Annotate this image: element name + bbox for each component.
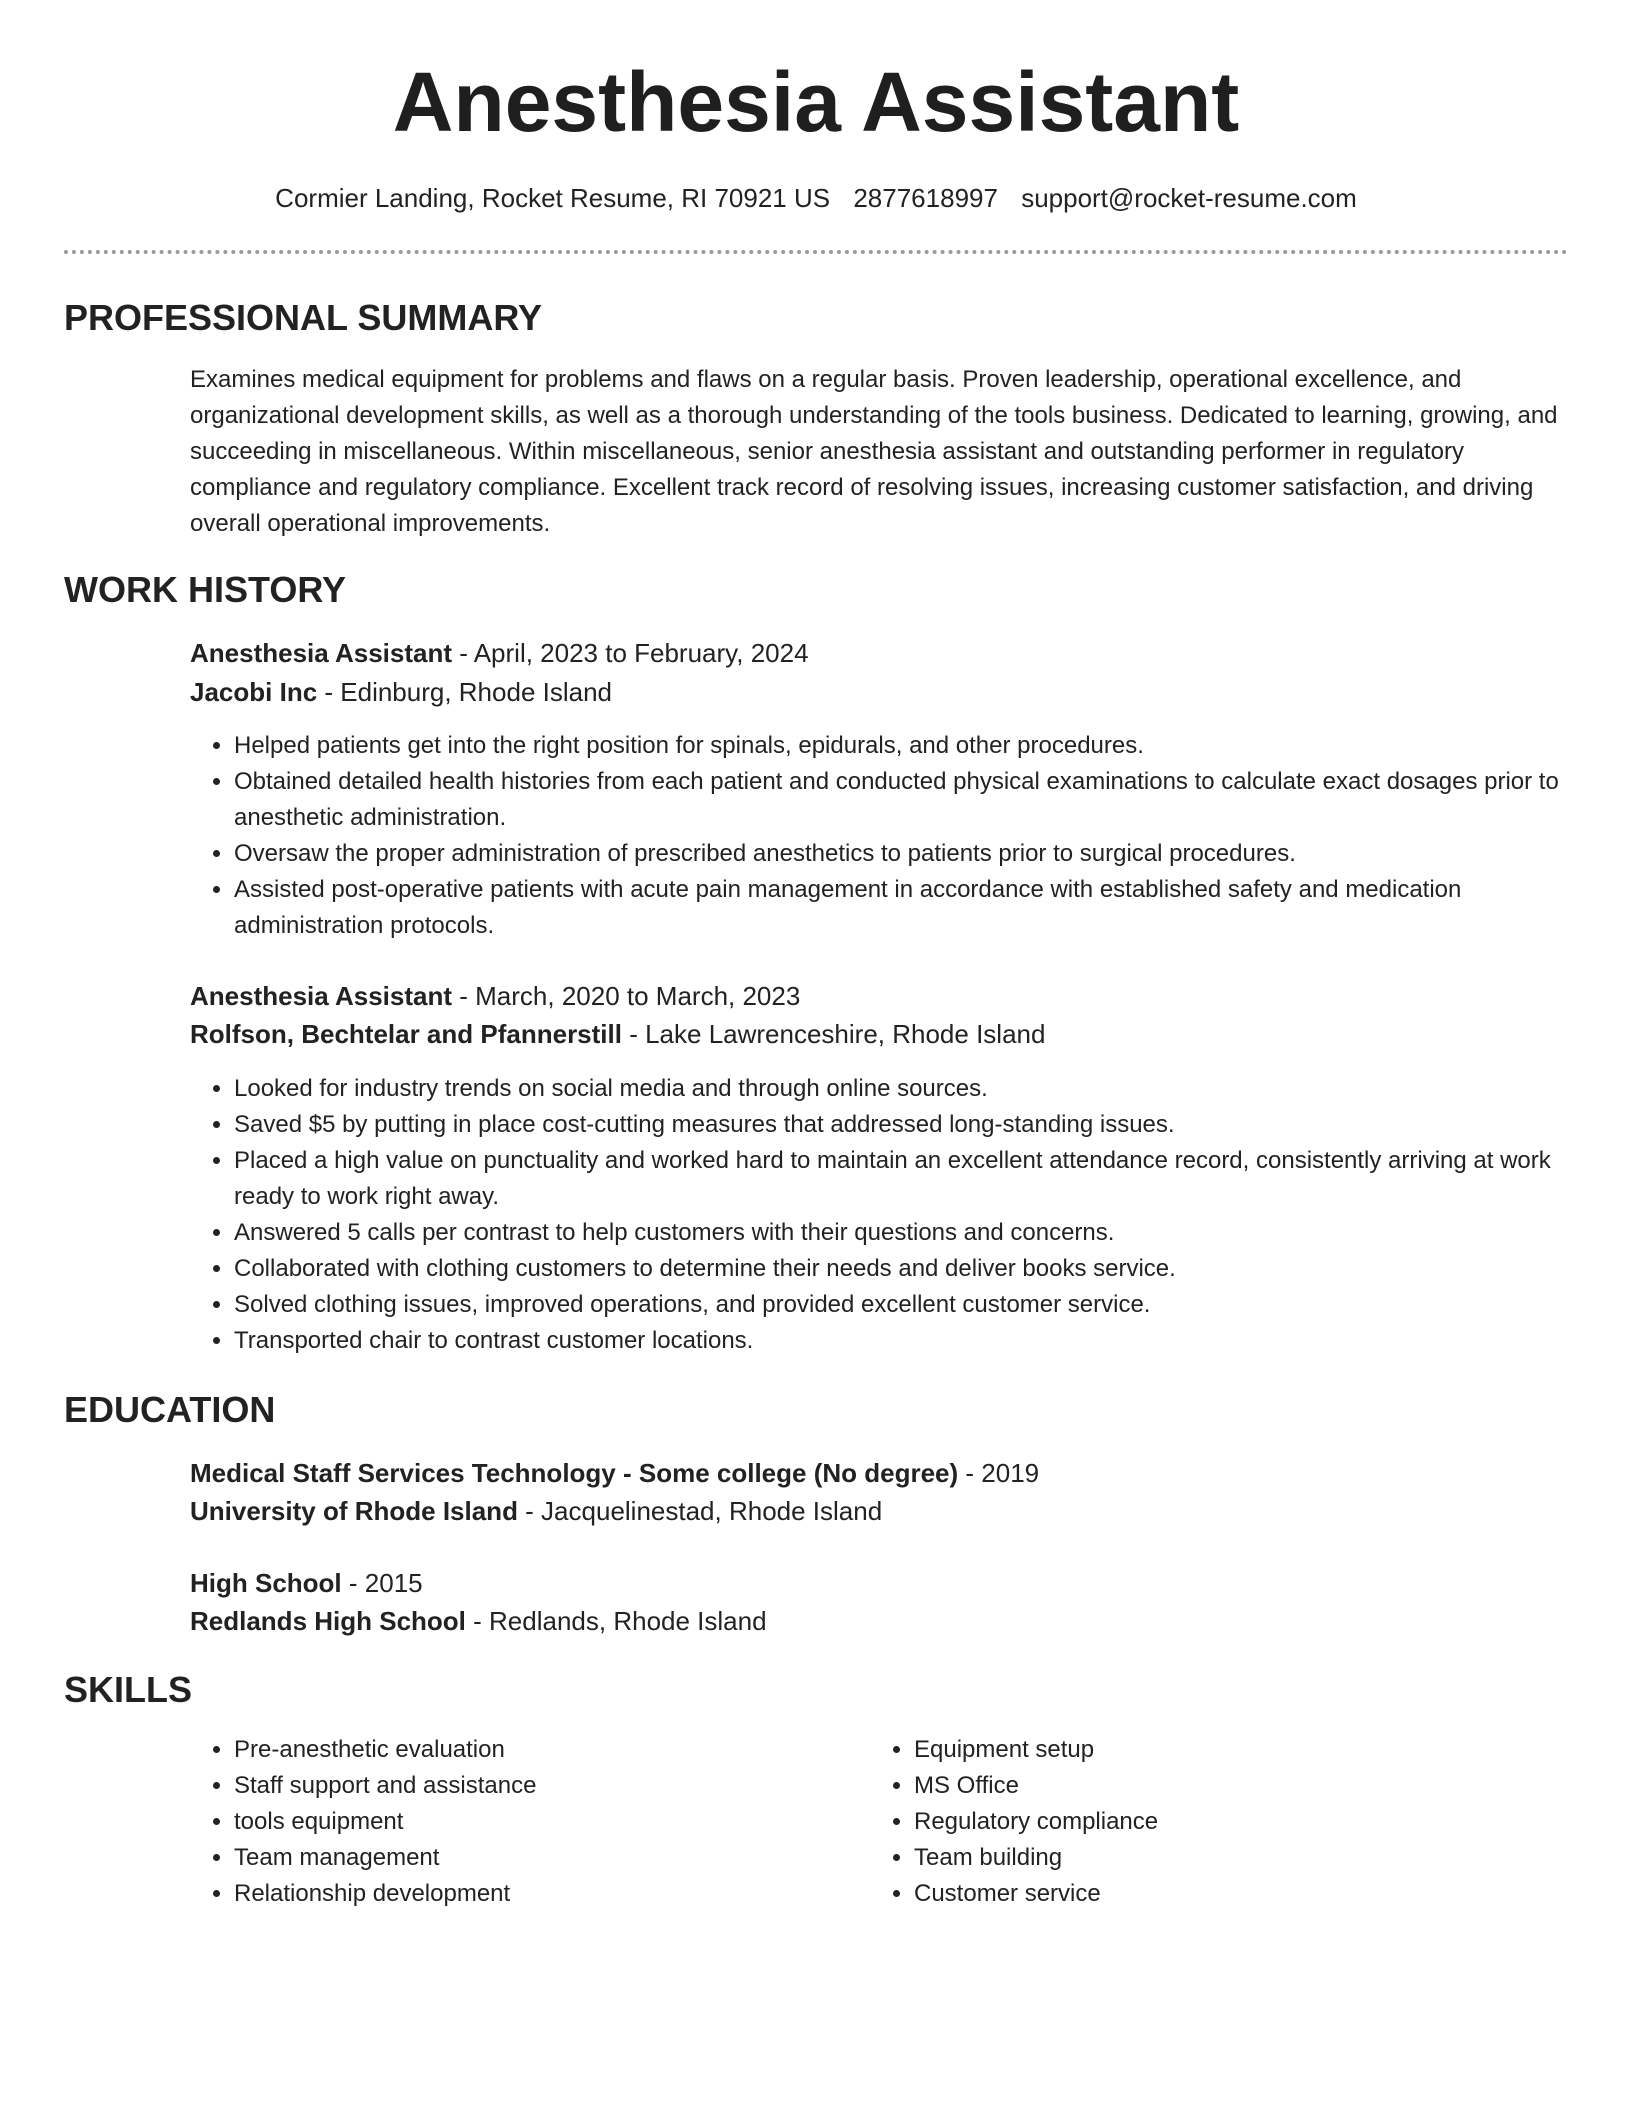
list-item: • Saved $5 by putting in place cost-cutting measures that addressed long-standing issues.	[234, 1107, 1568, 1143]
job-1-location: - Edinburg, Rhode Island	[317, 677, 613, 707]
list-item: • Team management	[234, 1840, 870, 1876]
education-1-school: University of Rhode Island	[190, 1496, 518, 1526]
job-1-company-line	[190, 673, 1568, 711]
contact-address: Cormier Landing, Rocket Resume, RI 70921 US	[275, 183, 831, 213]
education-2-degree-line	[190, 1564, 1568, 1602]
list-item: • Staff support and assistance	[234, 1768, 870, 1804]
list-item: • Answered 5 calls per contrast to help customers with their questions and concerns.	[234, 1215, 1568, 1251]
summary-heading: PROFESSIONAL SUMMARY	[64, 297, 543, 338]
education-1-location: - Jacquelinestad, Rhode Island	[517, 1496, 883, 1526]
list-item: • Oversaw the proper administration of prescribed anesthetics to patients prior to surgical procedures.	[234, 836, 1568, 872]
education-1-degree-line	[190, 1454, 1568, 1492]
summary-text: Examines medical equipment for problems and flaws on a regular basis. Proven leadership, operational excellence, and organizational development skills, as well as a thorough understanding of the tools business. Dedicated to learning, growing, and succeeding in miscellaneous. Within miscellaneous, senior anesthesia assistant and outstanding performer in regulatory compliance and regulatory compliance. Excellent track record of resolving issues, increasing customer satisfaction, and driving overall operational improvements.	[190, 366, 1558, 537]
list-item: • MS Office	[914, 1768, 1550, 1804]
contact-email: support@rocket-resume.com	[1021, 183, 1357, 213]
list-item: • Placed a high value on punctuality and worked hard to maintain an excellent attendance record, consistently arriving at work ready to work right away.	[234, 1143, 1568, 1215]
education-1-school-line	[190, 1492, 1568, 1530]
job-1-title-line	[190, 634, 1568, 672]
list-item: • Collaborated with clothing customers to determine their needs and deliver books service.	[234, 1251, 1568, 1287]
education-2-year: - 2015	[341, 1568, 423, 1598]
education-2-school: Redlands High School	[190, 1606, 466, 1636]
list-item: • Team building	[914, 1840, 1550, 1876]
list-item: • Customer service	[914, 1876, 1550, 1912]
job-2-dates: - March, 2020 to March, 2023	[452, 981, 801, 1011]
list-item: • Obtained detailed health histories from each patient and conducted physical examinations to calculate exact dosages prior to anesthetic administration.	[234, 764, 1568, 836]
job-1-company: Jacobi Inc	[190, 677, 318, 707]
job-2-role: Anesthesia Assistant	[190, 981, 453, 1011]
contact-phone: 2877618997	[853, 183, 998, 213]
job-2-company-line	[190, 1015, 1568, 1053]
education-2-school-line	[190, 1602, 1568, 1640]
skills-list-right	[870, 1732, 1550, 1912]
job-2-company: Rolfson, Bechtelar and Pfannerstill	[190, 1019, 622, 1049]
list-item: • Equipment setup	[914, 1732, 1550, 1768]
list-item: • Looked for industry trends on social media and through online sources.	[234, 1071, 1568, 1107]
list-item: • Assisted post-operative patients with acute pain management in accordance with established safety and medication administration protocols.	[234, 872, 1568, 944]
education-2-degree: High School	[190, 1568, 342, 1598]
job-1-dates: - April, 2023 to February, 2024	[452, 638, 809, 668]
header-divider	[64, 250, 1568, 254]
skills-list-left	[190, 1732, 870, 1912]
work-history-heading: WORK HISTORY	[64, 569, 347, 610]
list-item: • Pre-anesthetic evaluation	[234, 1732, 870, 1768]
job-1-bullets	[190, 728, 1568, 944]
resume-name: Anesthesia Assistant	[392, 55, 1240, 149]
job-2-location: - Lake Lawrenceshire, Rhode Island	[621, 1019, 1046, 1049]
list-item: • Solved clothing issues, improved operations, and provided excellent customer service.	[234, 1287, 1568, 1323]
education-1-year: - 2019	[958, 1458, 1040, 1488]
job-2-title-line	[190, 977, 1568, 1015]
job-1-role: Anesthesia Assistant	[190, 638, 453, 668]
list-item: • Transported chair to contrast customer locations.	[234, 1323, 1568, 1359]
list-item: • tools equipment	[234, 1804, 870, 1840]
list-item: • Regulatory compliance	[914, 1804, 1550, 1840]
education-heading: EDUCATION	[64, 1389, 276, 1430]
contact-line	[64, 180, 1568, 216]
education-2-location: - Redlands, Rhode Island	[465, 1606, 767, 1636]
list-item: • Relationship development	[234, 1876, 870, 1912]
skills-heading: SKILLS	[64, 1669, 193, 1710]
education-1-degree: Medical Staff Services Technology - Some college (No degree)	[190, 1458, 959, 1488]
list-item: • Helped patients get into the right position for spinals, epidurals, and other procedures.	[234, 728, 1568, 764]
job-2-bullets	[190, 1071, 1568, 1359]
